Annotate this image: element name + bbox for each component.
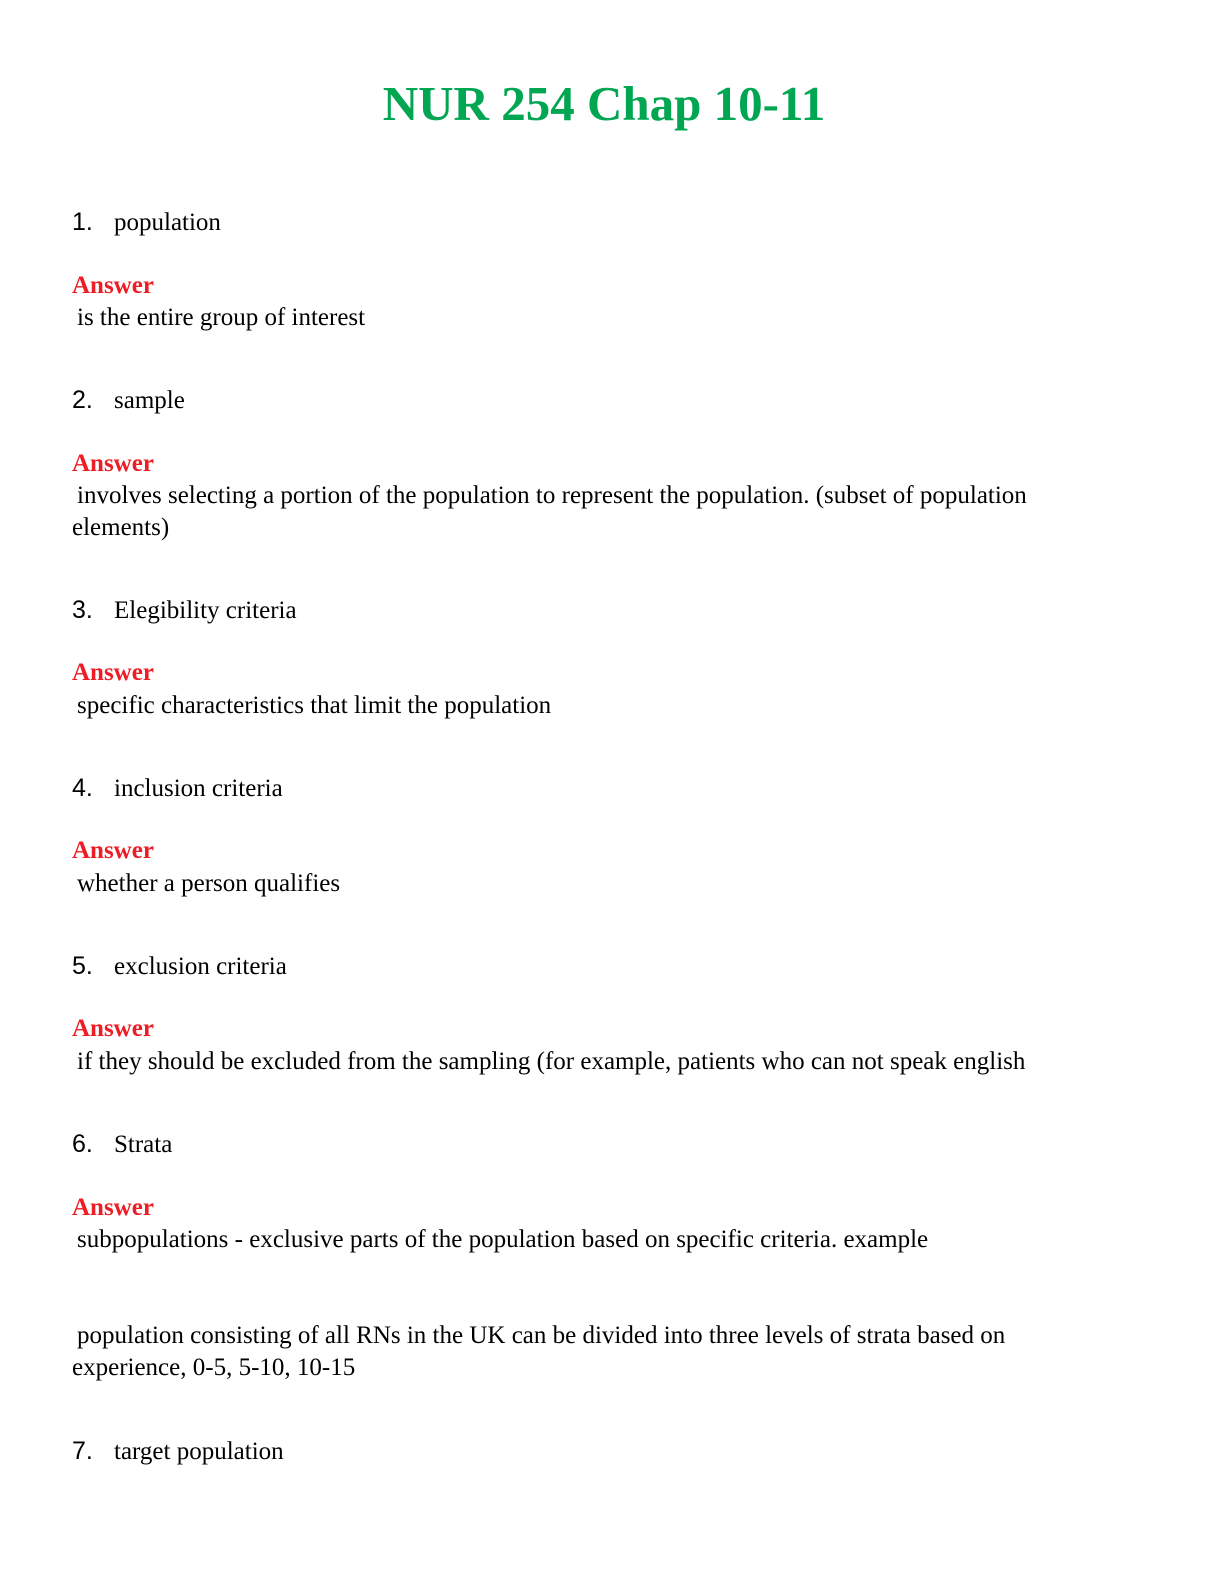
question-number: 1.: [72, 208, 93, 236]
question-item: [72, 1436, 284, 1467]
question-number: 2.: [72, 386, 93, 414]
question-item: [72, 951, 287, 982]
answer-text: if they should be excluded from the sampling (for example, patients who can not speak english: [77, 1048, 1026, 1075]
question-item: [72, 207, 221, 238]
question-number: 3.: [72, 596, 93, 624]
question-term: inclusion criteria: [114, 775, 283, 802]
question-term: sample: [114, 387, 185, 414]
answer-text-continued: [72, 1320, 1137, 1384]
question-item: [72, 385, 185, 416]
answer-text: specific characteristics that limit the population: [77, 692, 552, 719]
question-item: [72, 773, 283, 804]
answer-label: Answer: [72, 272, 154, 299]
answer-line: involves selecting a portion of the population to represent the population. (subset of population: [77, 482, 1027, 509]
question-term: target population: [114, 1438, 284, 1465]
answer-line: experience, 0-5, 5-10, 10-15: [72, 1354, 356, 1381]
question-term: Elegibility criteria: [114, 597, 297, 624]
answer-label: Answer: [72, 837, 154, 864]
answer-line: elements): [72, 514, 170, 541]
answer-line: population consisting of all RNs in the UK can be divided into three levels of strata based on: [77, 1322, 1006, 1349]
question-number: 5.: [72, 952, 93, 980]
question-item: [72, 595, 297, 626]
question-term: population: [114, 209, 221, 236]
answer-label: Answer: [72, 450, 154, 477]
question-number: 4.: [72, 774, 93, 802]
answer-text: subpopulations - exclusive parts of the population based on specific criteria. example: [77, 1226, 929, 1253]
answer-text: is the entire group of interest: [77, 304, 366, 331]
answer-text: whether a person qualifies: [77, 870, 341, 897]
question-term: Strata: [114, 1131, 173, 1158]
question-number: 6.: [72, 1130, 93, 1158]
document-title: NUR 254 Chap 10-11: [382, 76, 826, 131]
answer-text: [72, 480, 1137, 544]
question-number: 7.: [72, 1437, 93, 1465]
question-item: [72, 1129, 172, 1160]
answer-label: Answer: [72, 659, 154, 686]
answer-label: Answer: [72, 1194, 154, 1221]
question-term: exclusion criteria: [114, 953, 287, 980]
answer-label: Answer: [72, 1015, 154, 1042]
